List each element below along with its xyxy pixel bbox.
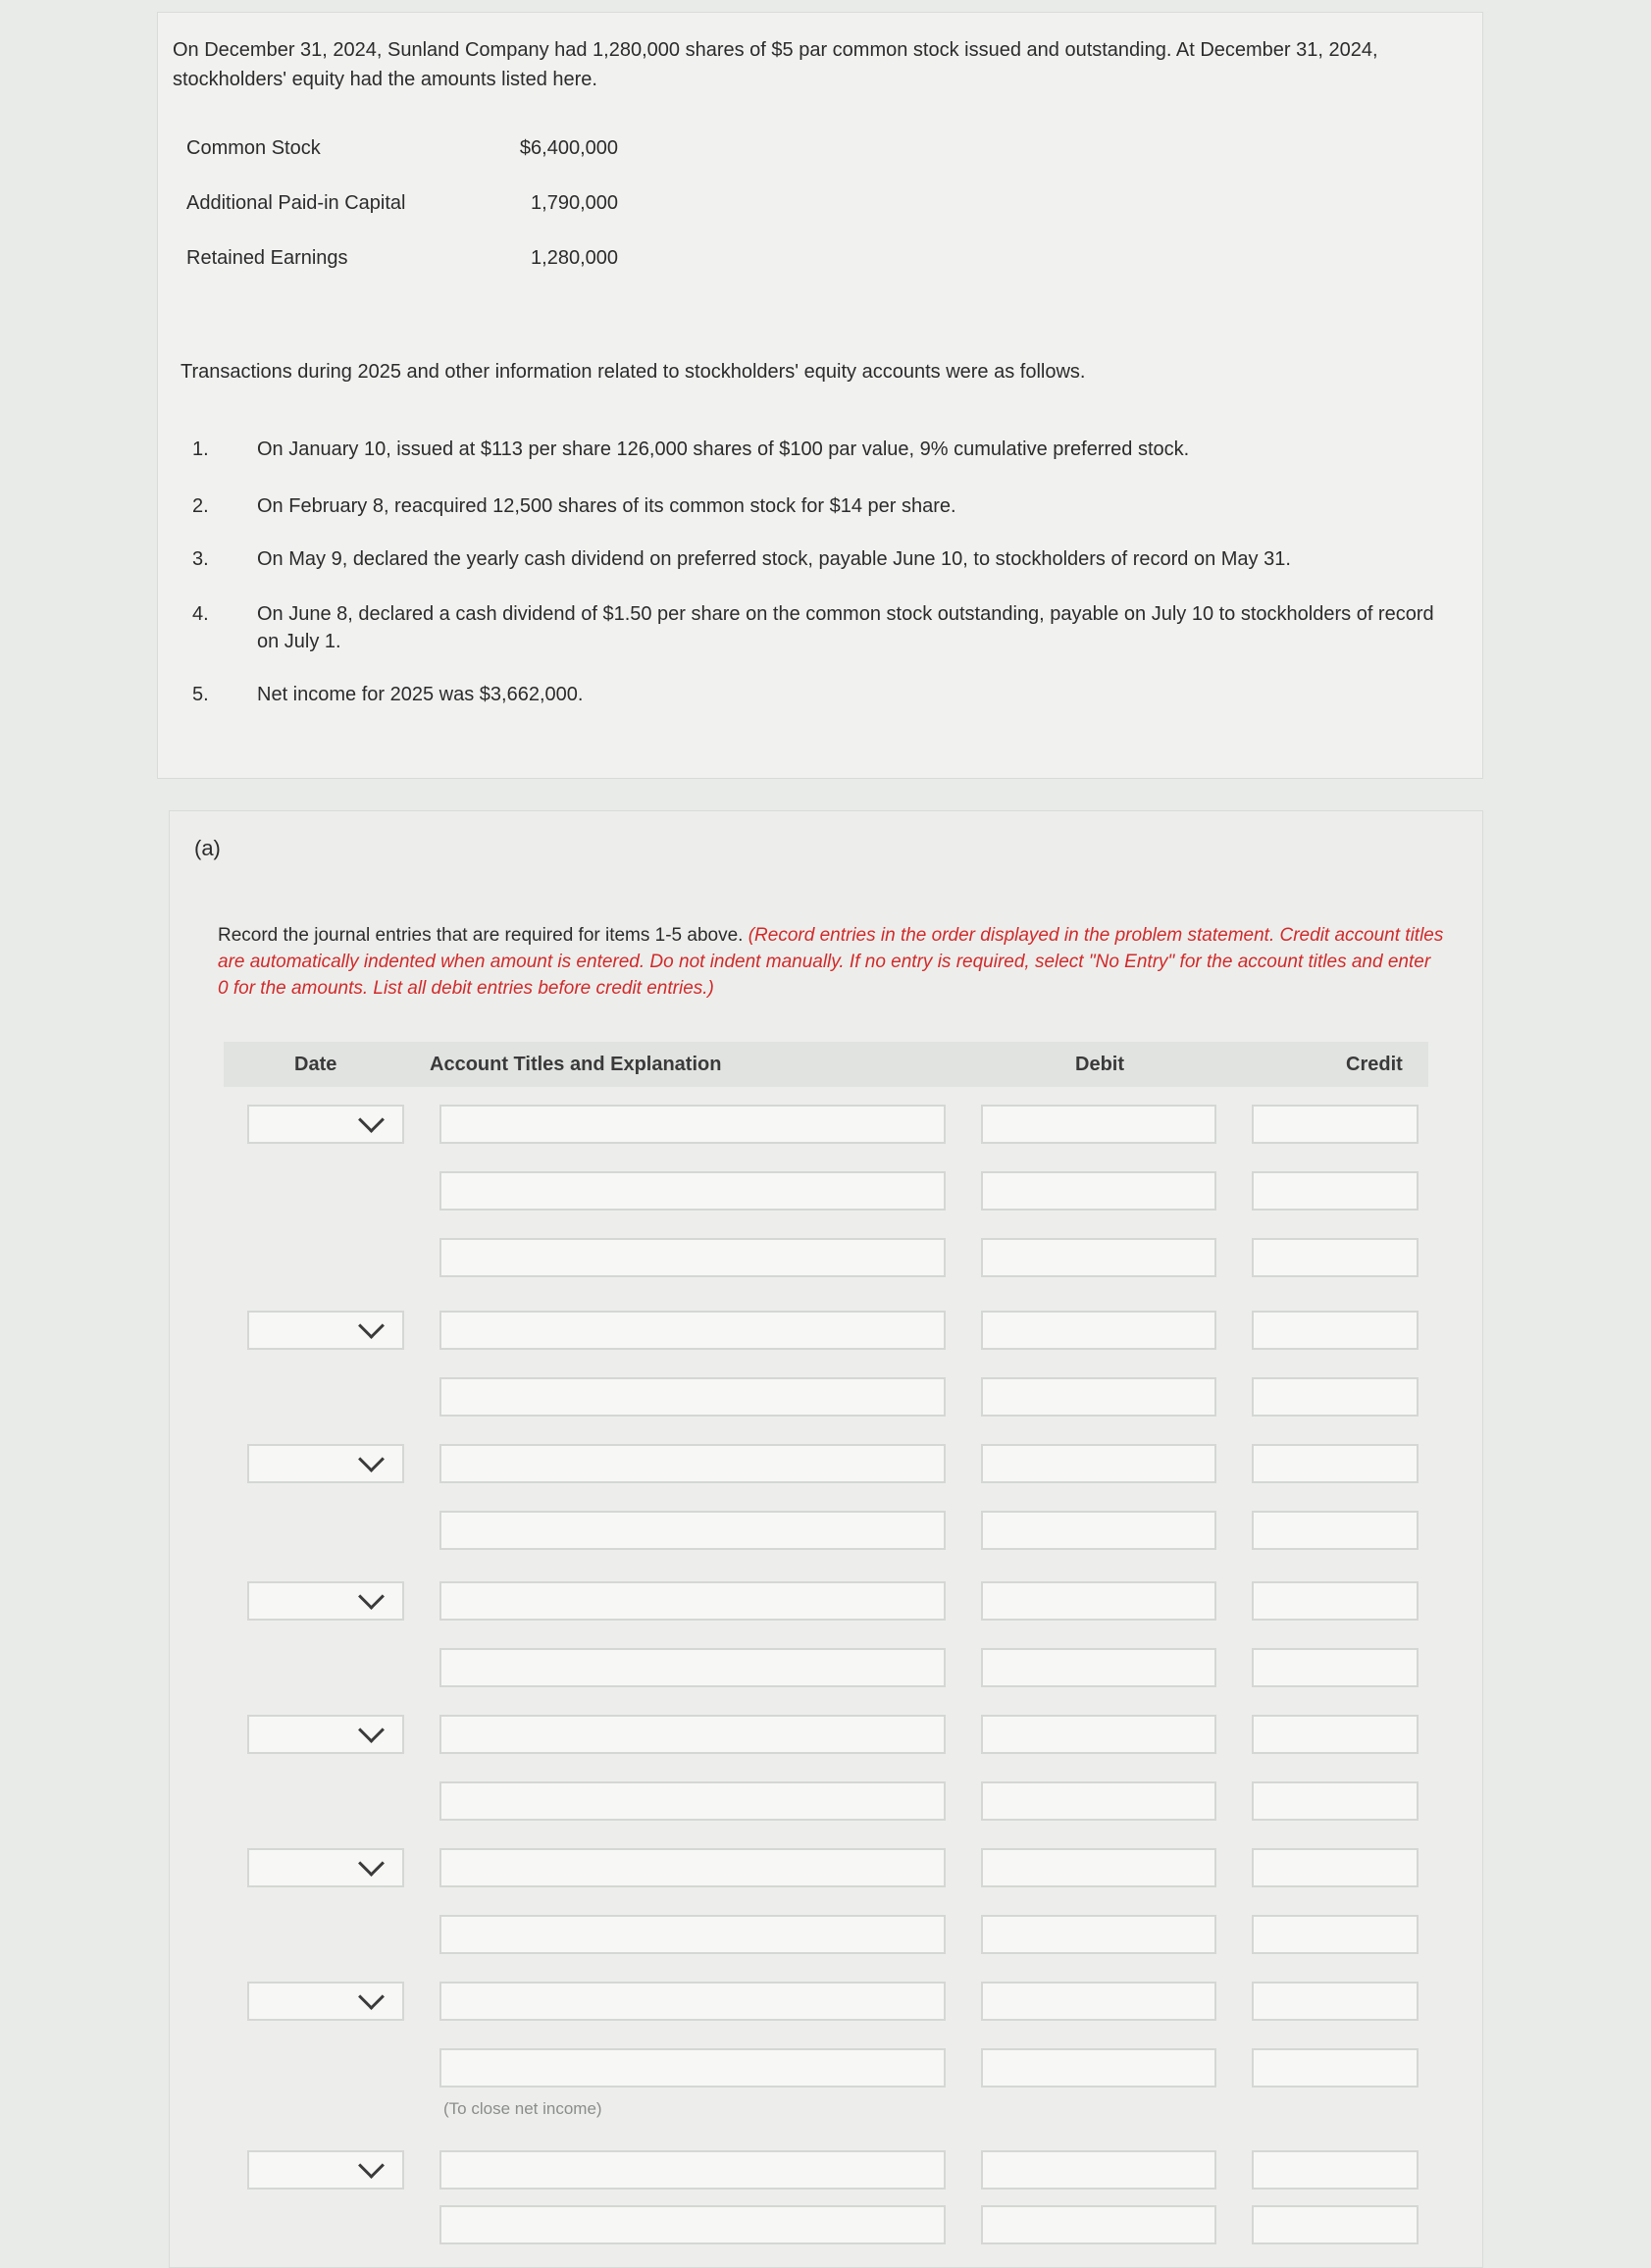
debit-input[interactable]	[981, 1105, 1216, 1144]
debit-input[interactable]	[981, 2205, 1216, 2244]
account-title-input[interactable]	[439, 1915, 946, 1954]
date-select[interactable]	[247, 1105, 404, 1144]
debit-input[interactable]	[981, 1311, 1216, 1350]
balance-label: Retained Earnings	[186, 247, 348, 269]
debit-input[interactable]	[981, 2048, 1216, 2088]
credit-input[interactable]	[1252, 1915, 1419, 1954]
credit-input[interactable]	[1252, 1377, 1419, 1417]
debit-input[interactable]	[981, 1715, 1216, 1754]
account-title-input[interactable]	[439, 1511, 946, 1550]
credit-input[interactable]	[1252, 1511, 1419, 1550]
journal-table-header	[224, 1042, 1428, 1087]
debit-input[interactable]	[981, 1171, 1216, 1211]
transaction-number: 2.	[192, 495, 209, 517]
debit-input[interactable]	[981, 1648, 1216, 1687]
credit-input[interactable]	[1252, 1311, 1419, 1350]
account-title-input[interactable]	[439, 1311, 946, 1350]
chevron-down-icon	[358, 1850, 385, 1877]
balance-row-retained-earnings	[186, 247, 618, 277]
instruction-red: (Record entries in the order displayed in the problem statement. Credit account titles are automatically indented when amount is entered. Do not indent manually. If no entry is required, select "No Entry" for the account titles and enter 0 for the amounts. List all debit entries before credit entries.)	[218, 925, 1444, 999]
date-select[interactable]	[247, 1982, 404, 2021]
debit-input[interactable]	[981, 2150, 1216, 2190]
chevron-down-icon	[358, 1984, 385, 2010]
instructions	[218, 922, 1444, 1002]
debit-input[interactable]	[981, 1848, 1216, 1887]
transaction-number: 3.	[192, 548, 209, 570]
balance-label: Additional Paid-in Capital	[186, 192, 406, 214]
close-net-income-note: (To close net income)	[443, 2099, 602, 2118]
balance-row-common-stock	[186, 137, 618, 167]
chevron-down-icon	[358, 2152, 385, 2179]
credit-input[interactable]	[1252, 1648, 1419, 1687]
credit-input[interactable]	[1252, 1581, 1419, 1621]
transactions-heading: Transactions during 2025 and other information related to stockholders' equity accounts were as follows.	[181, 361, 1086, 383]
balance-amount: 1,790,000	[531, 192, 618, 214]
balance-amount: $6,400,000	[519, 137, 618, 159]
account-title-input[interactable]	[439, 1377, 946, 1417]
balance-row-apic	[186, 192, 618, 222]
problem-panel	[157, 12, 1483, 779]
date-select[interactable]	[247, 2150, 404, 2190]
debit-input[interactable]	[981, 1444, 1216, 1483]
credit-input[interactable]	[1252, 1171, 1419, 1211]
account-title-input[interactable]	[439, 2205, 946, 2244]
date-select[interactable]	[247, 1848, 404, 1887]
account-title-input[interactable]	[439, 1105, 946, 1144]
account-title-input[interactable]	[439, 2048, 946, 2088]
problem-intro: On December 31, 2024, Sunland Company had 1,280,000 shares of $5 par common stock issued and outstanding. At December 31, 2024, stockholders' equity had the amounts listed here.	[173, 39, 1378, 90]
debit-input[interactable]	[981, 1511, 1216, 1550]
header-date: Date	[294, 1054, 337, 1075]
transaction-text: On January 10, issued at $113 per share 126,000 shares of $100 par value, 9% cumulative preferred stock.	[257, 438, 1190, 460]
account-title-input[interactable]	[439, 1982, 946, 2021]
debit-input[interactable]	[981, 1377, 1216, 1417]
date-select[interactable]	[247, 1444, 404, 1483]
transaction-number: 5.	[192, 684, 209, 705]
debit-input[interactable]	[981, 1982, 1216, 2021]
account-title-input[interactable]	[439, 1848, 946, 1887]
transaction-number: 4.	[192, 603, 209, 625]
account-title-input[interactable]	[439, 1444, 946, 1483]
transaction-text: Net income for 2025 was $3,662,000.	[257, 684, 584, 705]
header-credit: Credit	[1346, 1054, 1403, 1075]
credit-input[interactable]	[1252, 1105, 1419, 1144]
chevron-down-icon	[358, 1717, 385, 1743]
account-title-input[interactable]	[439, 1715, 946, 1754]
credit-input[interactable]	[1252, 1444, 1419, 1483]
debit-input[interactable]	[981, 1915, 1216, 1954]
debit-input[interactable]	[981, 1238, 1216, 1277]
credit-input[interactable]	[1252, 2205, 1419, 2244]
credit-input[interactable]	[1252, 2150, 1419, 2190]
credit-input[interactable]	[1252, 1848, 1419, 1887]
account-title-input[interactable]	[439, 1781, 946, 1821]
chevron-down-icon	[358, 1107, 385, 1133]
account-title-input[interactable]	[439, 1171, 946, 1211]
credit-input[interactable]	[1252, 1715, 1419, 1754]
credit-input[interactable]	[1252, 1982, 1419, 2021]
debit-input[interactable]	[981, 1781, 1216, 1821]
header-account: Account Titles and Explanation	[430, 1054, 722, 1075]
debit-input[interactable]	[981, 1581, 1216, 1621]
credit-input[interactable]	[1252, 2048, 1419, 2088]
chevron-down-icon	[358, 1313, 385, 1339]
date-select[interactable]	[247, 1311, 404, 1350]
account-title-input[interactable]	[439, 1238, 946, 1277]
account-title-input[interactable]	[439, 1581, 946, 1621]
date-select[interactable]	[247, 1581, 404, 1621]
account-title-input[interactable]	[439, 2150, 946, 2190]
header-debit: Debit	[1075, 1054, 1124, 1075]
credit-input[interactable]	[1252, 1238, 1419, 1277]
account-title-input[interactable]	[439, 1648, 946, 1687]
balance-amount: 1,280,000	[531, 247, 618, 269]
chevron-down-icon	[358, 1583, 385, 1610]
chevron-down-icon	[358, 1446, 385, 1472]
transaction-number: 1.	[192, 438, 209, 460]
transaction-text: On June 8, declared a cash dividend of $1.50 per share on the common stock outstanding, payable on July 10 to stockholders of record on July 1.	[257, 603, 1434, 652]
transaction-text: On May 9, declared the yearly cash dividend on preferred stock, payable June 10, to stockholders of record on May 31.	[257, 548, 1291, 570]
credit-input[interactable]	[1252, 1781, 1419, 1821]
instruction-plain: Record the journal entries that are required for items 1-5 above.	[218, 925, 744, 946]
part-label: (a)	[194, 836, 221, 860]
balance-label: Common Stock	[186, 137, 321, 159]
transaction-text: On February 8, reacquired 12,500 shares of its common stock for $14 per share.	[257, 495, 956, 517]
date-select[interactable]	[247, 1715, 404, 1754]
